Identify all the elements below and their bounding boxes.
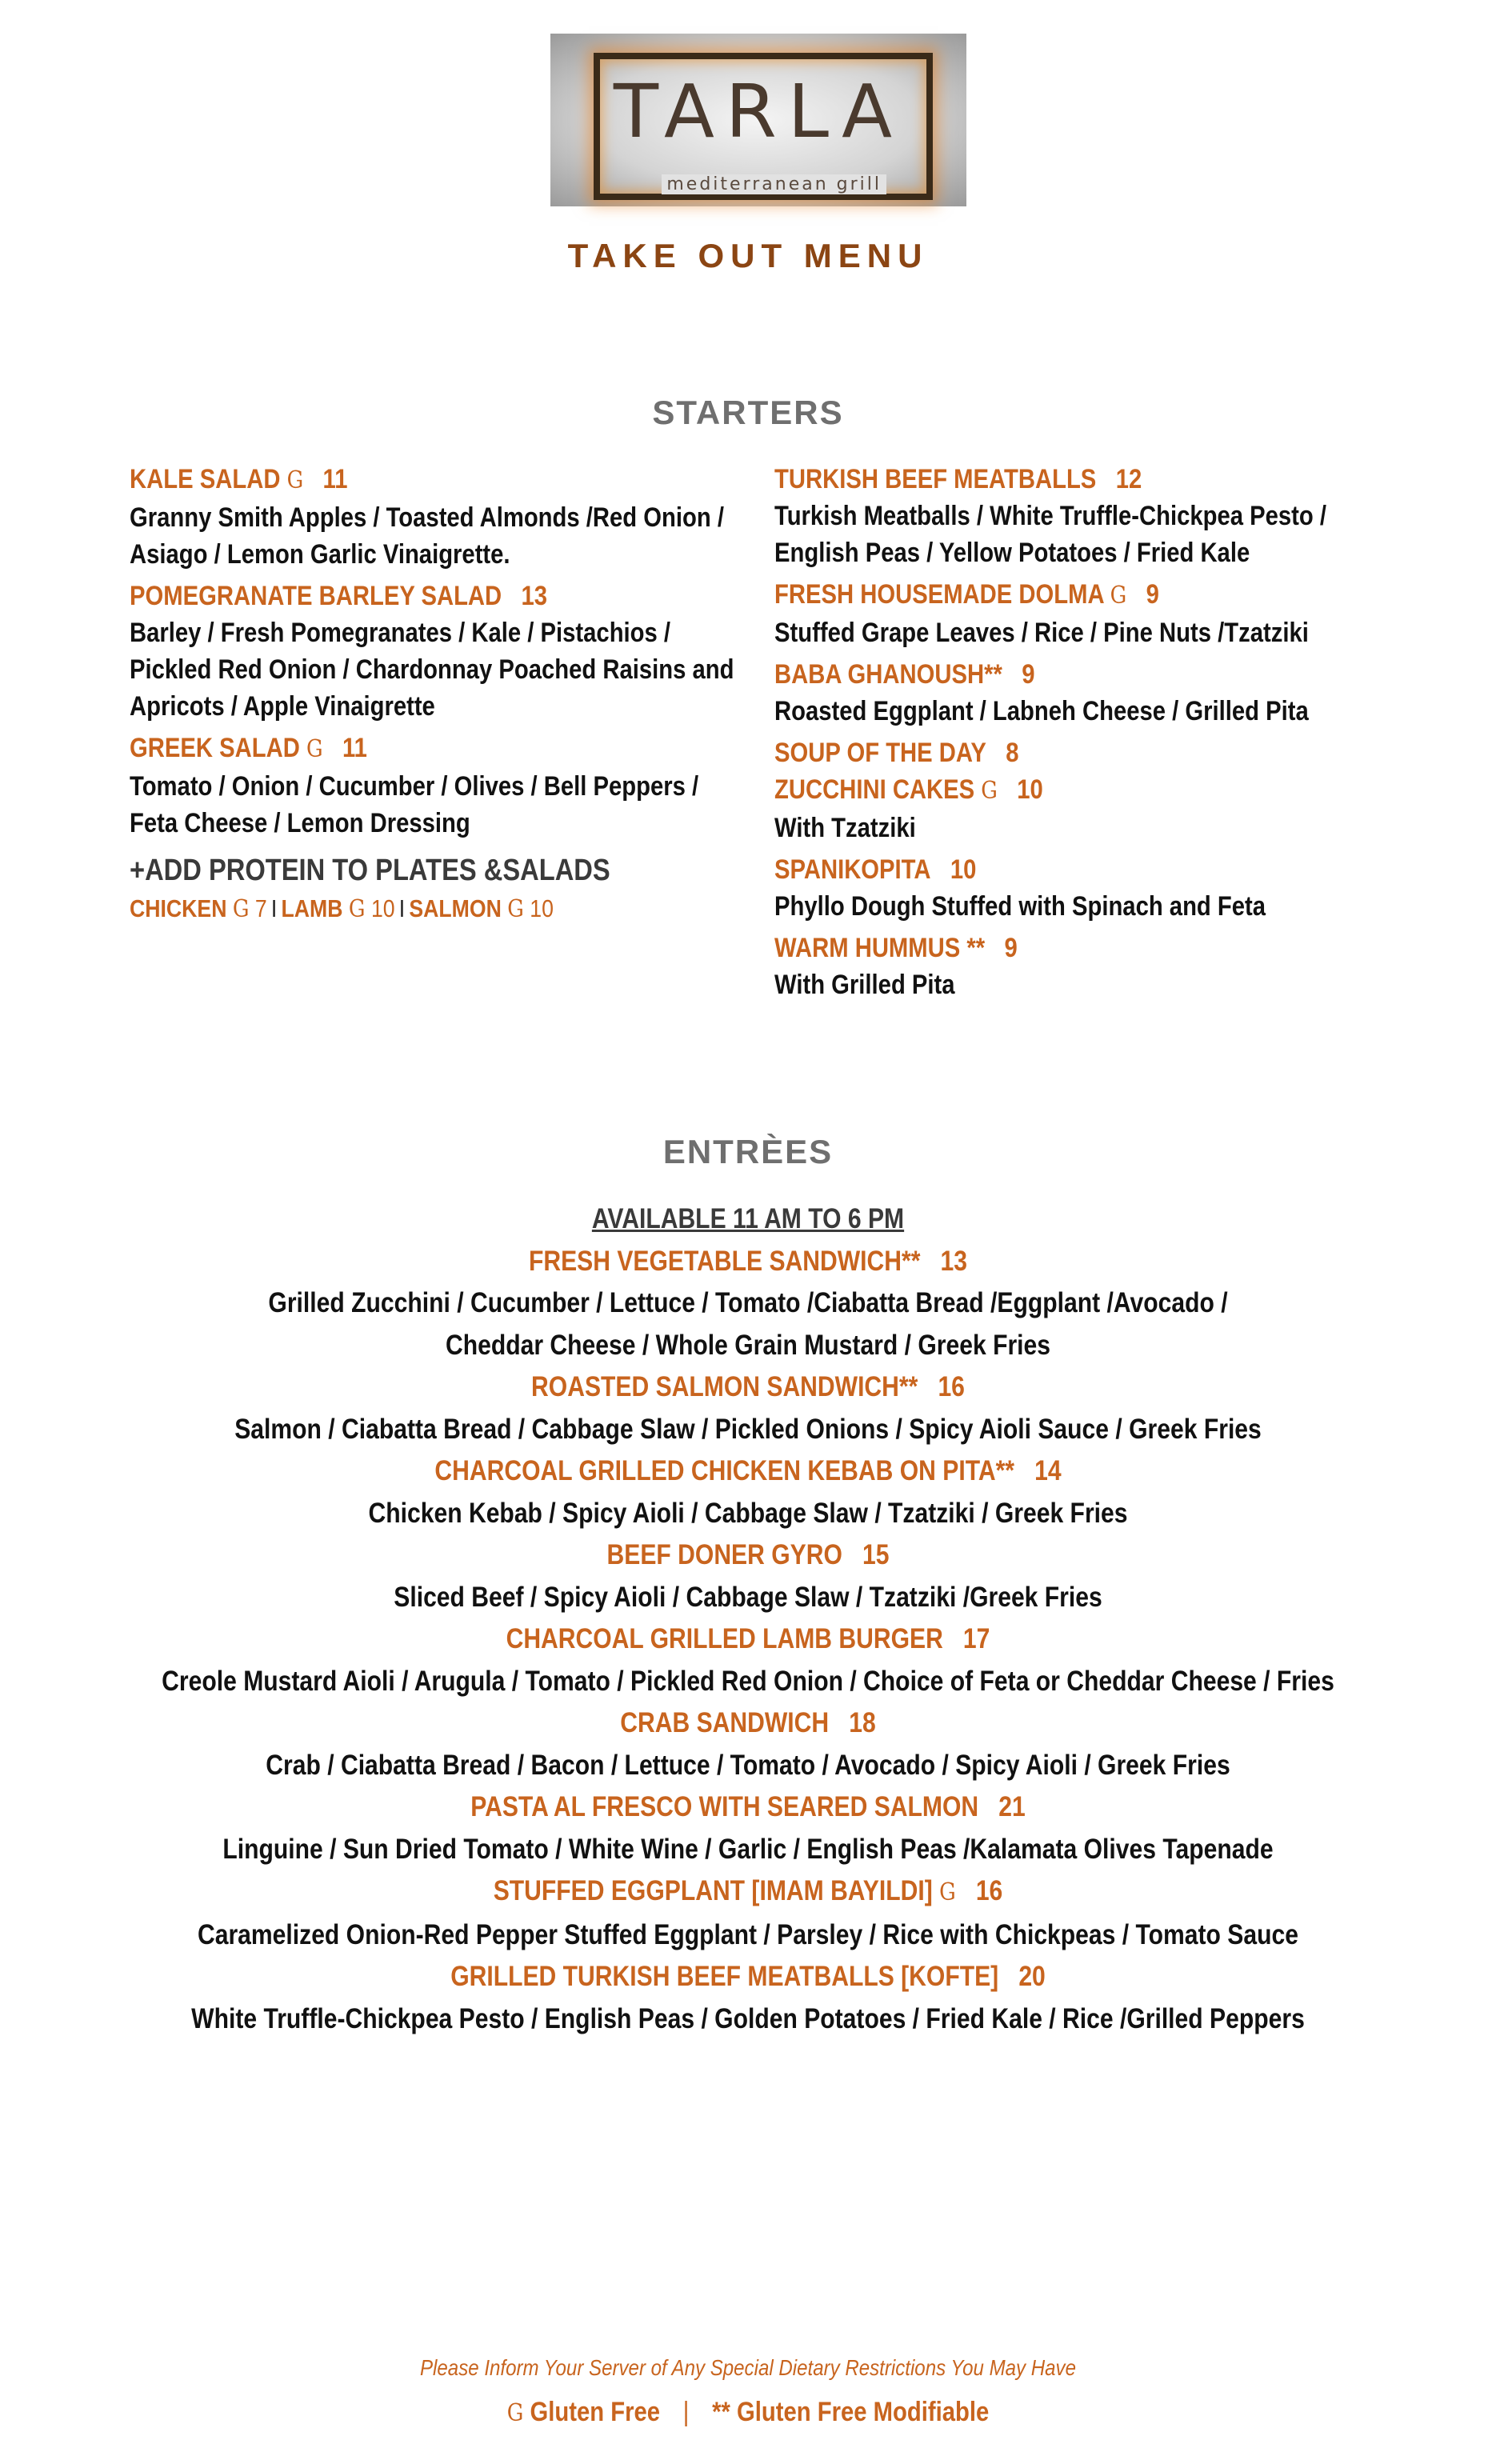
- menu-item-name: BEEF DONER GYRO: [606, 1539, 842, 1570]
- menu-item-description: Tomato / Onion / Cucumber / Olives / Bell Peppers / Feta Cheese / Lemon Dressing: [130, 771, 699, 838]
- menu-item-name: PASTA AL FRESCO WITH SEARED SALMON: [470, 1791, 979, 1822]
- menu-item-price: 10: [1017, 774, 1043, 805]
- menu-item-description: With Tzatziki: [774, 813, 916, 843]
- menu-item-name: BABA GHANOUSH**: [774, 659, 1002, 690]
- protein-price: 10: [370, 894, 395, 922]
- legend-modifiable-symbol: **: [712, 2397, 730, 2427]
- menu-item-name: GREEK SALAD: [130, 733, 300, 763]
- menu-item-description: Phyllo Dough Stuffed with Spinach and Feta: [774, 891, 1266, 922]
- menu-item-heading: [130, 578, 653, 614]
- legend-gluten-free: Gluten Free: [530, 2397, 661, 2427]
- menu-item-heading: [105, 1870, 1391, 1914]
- gluten-free-icon: G: [348, 895, 366, 923]
- menu-item-name: TURKISH BEEF MEATBALLS: [774, 464, 1097, 494]
- entree-description: Linguine / Sun Dried Tomato / White Wine / Garlic / English Peas /Kalamata Olives Tapenade: [222, 1833, 1274, 1865]
- entree-description: Sliced Beef / Spicy Aioli / Cabbage Slaw / Tzatziki /Greek Fries: [394, 1581, 1102, 1613]
- menu-item-name: ZUCCHINI CAKES: [774, 774, 975, 805]
- menu-item-heading: [105, 1956, 1391, 1998]
- menu-item-price: 9: [1022, 659, 1035, 690]
- protein-name: CHICKEN: [130, 894, 227, 922]
- menu-item-heading: [774, 930, 1298, 966]
- menu-item-name: FRESH VEGETABLE SANDWICH**: [528, 1245, 921, 1277]
- menu-item-price: 14: [1034, 1455, 1062, 1486]
- menu-item-heading: [774, 461, 1298, 498]
- menu-item-heading: [774, 576, 1298, 614]
- availability-note: AVAILABLE 11 AM TO 6 PM: [591, 1203, 905, 1234]
- gluten-free-icon: G: [506, 2399, 524, 2427]
- protein-separator: I: [398, 894, 406, 922]
- menu-item-name: FRESH HOUSEMADE DOLMA: [774, 579, 1104, 610]
- menu-item-heading: [105, 1786, 1391, 1829]
- gluten-free-icon: G: [1110, 582, 1127, 610]
- menu-item-heading: [105, 1618, 1391, 1661]
- entree-description: Salmon / Ciabatta Bread / Cabbage Slaw / Pickled Onions / Spicy Aioli Sauce / Greek Fries: [234, 1413, 1262, 1445]
- menu-item-name: WARM HUMMUS **: [774, 933, 986, 963]
- menu-item-description: Granny Smith Apples / Toasted Almonds /Red Onion / Asiago / Lemon Garlic Vinaigrette.: [130, 502, 724, 570]
- menu-item-heading: [774, 851, 1298, 888]
- menu-item-price: 11: [322, 464, 348, 494]
- entree-description: Caramelized Onion-Red Pepper Stuffed Eggplant / Parsley / Rice with Chickpeas / Tomato Sauce: [197, 1918, 1298, 1950]
- menu-item-price: 10: [950, 854, 977, 885]
- logo-tagline: mediterranean grill: [662, 174, 886, 194]
- menu-item-heading: [105, 1241, 1391, 1283]
- menu-item-name: CHARCOAL GRILLED CHICKEN KEBAB ON PITA**: [434, 1455, 1015, 1486]
- dietary-note: Please Inform Your Server of Any Special Dietary Restrictions You May Have: [419, 2355, 1076, 2380]
- menu-item-heading: [774, 656, 1298, 693]
- entree-description: Creole Mustard Aioli / Arugula / Tomato / Pickled Red Onion / Choice of Feta or Cheddar Cheese / Fries: [162, 1665, 1334, 1697]
- menu-item-price: 15: [862, 1539, 890, 1570]
- protein-price: 7: [254, 894, 267, 922]
- starters-heading: STARTERS: [652, 394, 844, 431]
- menu-item-price: 9: [1004, 933, 1018, 963]
- menu-item-description: Roasted Eggplant / Labneh Cheese / Grilled Pita: [774, 696, 1309, 726]
- menu-item-heading: [130, 730, 653, 768]
- menu-item-name: ROASTED SALMON SANDWICH**: [531, 1371, 918, 1402]
- add-protein-heading: +ADD PROTEIN TO PLATES &SALADS: [130, 854, 610, 887]
- starters-right-column: [774, 461, 1382, 1008]
- menu-item-name: GRILLED TURKISH BEEF MEATBALLS [KOFTE]: [450, 1961, 999, 1992]
- gluten-free-icon: G: [306, 735, 323, 763]
- entree-description: Crab / Ciabatta Bread / Bacon / Lettuce / Tomato / Avocado / Spicy Aioli / Greek Fries: [266, 1749, 1230, 1781]
- logo-wordmark: TARLA: [613, 69, 904, 154]
- entree-description: Grilled Zucchini / Cucumber / Lettuce / Tomato /Ciabatta Bread /Eggplant /Avocado /: [268, 1287, 1228, 1318]
- menu-item-price: 16: [938, 1371, 965, 1402]
- menu-item-name: SPANIKOPITA: [774, 854, 931, 885]
- legend: [105, 2397, 1391, 2428]
- add-protein-options: [130, 891, 653, 927]
- legend-modifiable: Gluten Free Modifiable: [737, 2397, 990, 2427]
- menu-item-name: CHARCOAL GRILLED LAMB BURGER: [506, 1623, 943, 1654]
- gluten-free-icon: G: [286, 466, 304, 494]
- menu-item-heading: [105, 1366, 1391, 1409]
- menu-item-price: 20: [1018, 1961, 1046, 1992]
- tarla-logo: [550, 34, 966, 206]
- menu-item-name: SOUP OF THE DAY: [774, 738, 986, 768]
- menu-item-price: 17: [962, 1623, 990, 1654]
- legend-divider: |: [682, 2397, 690, 2427]
- starters-left-column: [130, 461, 738, 927]
- menu-item-heading: [105, 1702, 1391, 1745]
- entree-description: Cheddar Cheese / Whole Grain Mustard / Greek Fries: [445, 1329, 1051, 1361]
- menu-item-price: 13: [940, 1245, 968, 1277]
- menu-item-price: 18: [849, 1707, 876, 1738]
- menu-item-description: Stuffed Grape Leaves / Rice / Pine Nuts /Tzatziki: [774, 618, 1309, 648]
- menu-item-price: 16: [975, 1875, 1003, 1906]
- protein-name: SALMON: [409, 894, 502, 922]
- protein-price: 10: [530, 894, 554, 922]
- menu-item-description: With Grilled Pita: [774, 970, 955, 1000]
- gluten-free-icon: G: [981, 777, 998, 805]
- menu-item-price: 13: [521, 581, 548, 611]
- gluten-free-icon: G: [507, 895, 524, 923]
- menu-item-name: POMEGRANATE BARLEY SALAD: [130, 581, 502, 611]
- menu-item-description: Turkish Meatballs / White Truffle-Chickpea Pesto / English Peas / Yellow Potatoes / Fried Kale: [774, 501, 1326, 568]
- gluten-free-icon: G: [232, 895, 250, 923]
- gluten-free-icon: G: [939, 1878, 956, 1906]
- menu-item-name: CRAB SANDWICH: [620, 1707, 830, 1738]
- menu-item-name: STUFFED EGGPLANT [IMAM BAYILDI]: [493, 1875, 933, 1906]
- menu-item-heading: [130, 461, 653, 499]
- menu-item-heading: [774, 734, 1298, 771]
- entree-description: Chicken Kebab / Spicy Aioli / Cabbage Slaw / Tzatziki / Greek Fries: [368, 1497, 1128, 1529]
- entrees-list: [0, 1198, 1496, 2040]
- menu-item-description: Barley / Fresh Pomegranates / Kale / Pistachios / Pickled Red Onion / Chardonnay Poached Raisins and Apricots / Apple Vinaigrette: [130, 618, 734, 722]
- menu-title: TAKE OUT MENU: [567, 237, 929, 274]
- entrees-heading: ENTRÈES: [662, 1133, 834, 1170]
- protein-name: LAMB: [281, 894, 343, 922]
- menu-item-heading: [105, 1450, 1391, 1493]
- menu-item-name: KALE SALAD: [130, 464, 281, 494]
- menu-item-price: 9: [1146, 579, 1159, 610]
- menu-item-price: 8: [1006, 738, 1019, 768]
- protein-separator: I: [270, 894, 278, 922]
- entree-description: White Truffle-Chickpea Pesto / English Peas / Golden Potatoes / Fried Kale / Rice /Grilled Peppers: [191, 2002, 1305, 2034]
- menu-item-price: 11: [342, 733, 367, 763]
- menu-item-heading: [105, 1534, 1391, 1577]
- menu-item-price: 12: [1115, 464, 1142, 494]
- menu-item-price: 21: [998, 1791, 1026, 1822]
- menu-item-heading: [774, 771, 1298, 810]
